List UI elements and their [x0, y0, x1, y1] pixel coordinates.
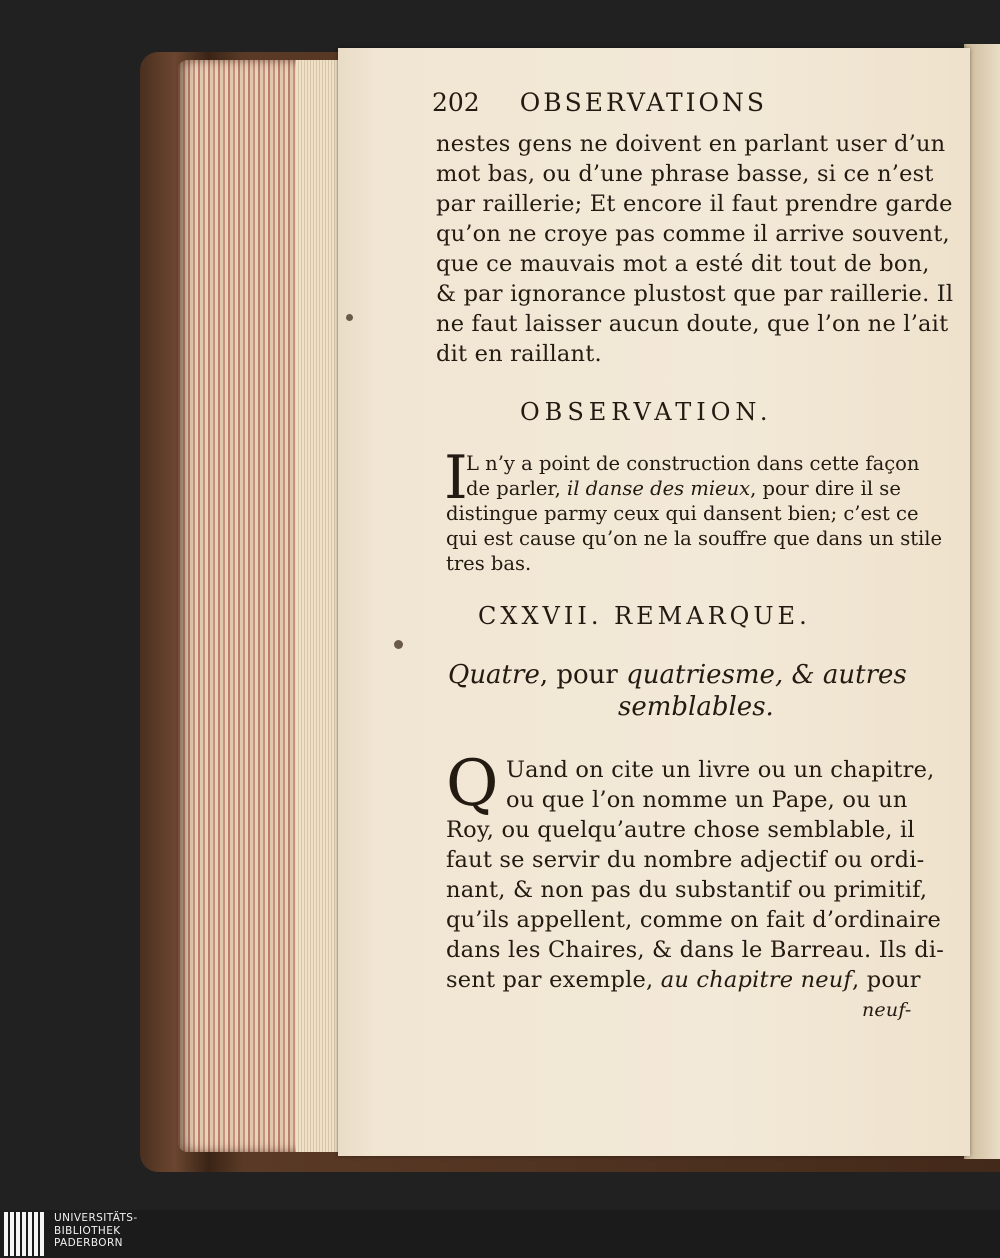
text-line: nestes gens ne doivent en parlant user d’un — [436, 131, 946, 157]
text-line: par raillerie; Et encore il faut prendre garde — [436, 191, 953, 217]
remarque-title: Quatre, pour quatriesme, & autres — [448, 660, 907, 690]
observation-heading: OBSERVATION. — [520, 398, 773, 426]
remarque-line: dans les Chaires, & dans le Barreau. Ils di- — [446, 937, 945, 963]
footer-bar — [0, 1210, 1000, 1258]
ink-spot — [346, 314, 353, 321]
observation-line: de parler, il danse des mieux, pour dire il se — [466, 477, 901, 500]
remarque-line: qu’ils appellent, comme on fait d’ordinaire — [446, 907, 942, 933]
running-head: OBSERVATIONS — [519, 88, 767, 117]
catchword: neuf- — [862, 999, 912, 1021]
library-logo-icon — [4, 1212, 44, 1256]
observation-line: qui est cause qu’on ne la souffre que dans un stile — [446, 527, 943, 550]
text-line: ne faut laisser aucun doute, que l’on ne l’ait — [436, 311, 949, 337]
remarque-line: nant, & non pas du substantif ou primitif, — [446, 877, 928, 903]
drop-cap: I — [444, 443, 468, 513]
remarque-heading: CXXVII. REMARQUE. — [478, 602, 811, 630]
library-name: UNIVERSITÄTS- BIBLIOTHEK PADERBORN — [54, 1212, 138, 1249]
remarque-line: faut se servir du nombre adjectif ou ordi- — [446, 847, 925, 873]
drop-cap: Q — [446, 747, 499, 821]
running-header — [432, 88, 822, 117]
page-edges — [178, 60, 338, 1152]
remarque-line: sent par exemple, au chapitre neuf, pour — [446, 967, 921, 993]
text-line: dit en raillant. — [436, 341, 602, 367]
observation-line: tres bas. — [446, 552, 532, 575]
text-line: & par ignorance plustost que par raillerie. Il — [436, 281, 954, 307]
text-line: mot bas, ou d’une phrase basse, si ce n’est — [436, 161, 934, 187]
remarque-line: Roy, ou quelqu’autre chose semblable, il — [446, 817, 915, 843]
page-number: 202 — [432, 88, 480, 117]
observation-line: distingue parmy ceux qui dansent bien; c’est ce — [446, 502, 919, 525]
ink-spot — [394, 640, 403, 649]
text-line: que ce mauvais mot a esté dit tout de bon, — [436, 251, 930, 277]
remarque-title-line2: semblables. — [618, 692, 774, 722]
remarque-line: ou que l’on nomme un Pape, ou un — [506, 787, 908, 813]
observation-line: L n’y a point de construction dans cette façon — [466, 452, 920, 475]
remarque-line: Uand on cite un livre ou un chapitre, — [506, 757, 935, 783]
text-line: qu’on ne croye pas comme il arrive souvent, — [436, 221, 950, 247]
